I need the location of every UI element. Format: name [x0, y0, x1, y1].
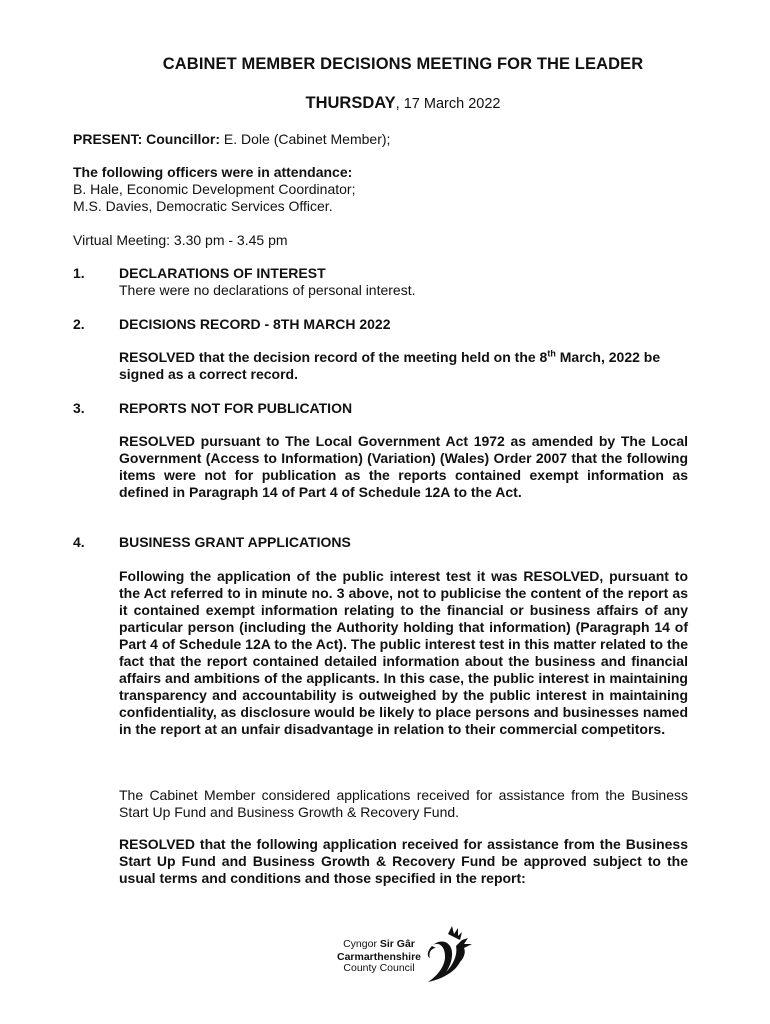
item-heading: DECISIONS RECORD - 8TH MARCH 2022: [119, 316, 391, 332]
item-paragraph: The Cabinet Member considered applications received for assistance from the Business Start Up Fund and Business Growth & Recovery Fund.: [119, 787, 688, 820]
item-heading: REPORTS NOT FOR PUBLICATION: [119, 400, 353, 416]
present-value: E. Dole (Cabinet Member);: [220, 131, 391, 147]
item-number: 2.: [73, 316, 85, 332]
present-line: [73, 131, 693, 148]
meeting-day: THURSDAY: [305, 94, 396, 112]
item-number: 1.: [73, 265, 85, 281]
logo-welsh-name: [333, 938, 425, 950]
item-paragraph: Following the application of the public interest test it was RESOLVED, pursuant to the Act referred to in minute no. 3 above, not to publicise the content of the report as it contained exempt information relating to the financial or business affairs of any particular person (including the Authority holding that information) (Paragraph 14 of Part 4 of Schedule 12A to the Act). The public interest test in this matter related to the fact that the report contained detailed information about the business and financial affairs and ambitions of the applicants. In this case, the public interest in maintaining transparency and accountability is outweighed by the public interest in maintaining confidentiality, as disclosure would be likely to place persons and businesses named in the report at an unfair disadvantage in relation to their commercial competitors.: [119, 568, 688, 737]
item-number: 4.: [73, 534, 85, 550]
item-resolution: RESOLVED pursuant to The Local Government Act 1972 as amended by The Local Government (Access to Information) (Variation) (Wales) Order 2007 that the following items were not for publication as the reports contained exempt information as defined in Paragraph 14 of Part 4 of Schedule 12A to the Act.: [119, 433, 688, 500]
logo-text-part: Cyngor: [343, 938, 380, 950]
officer-line: M.S. Davies, Democratic Services Officer.: [73, 198, 333, 214]
item-text: There were no declarations of personal interest.: [119, 282, 416, 298]
officer-line: B. Hale, Economic Development Coordinator;: [73, 181, 356, 197]
meeting-date: [0, 94, 770, 113]
logo-english-name: Carmarthenshire: [336, 951, 422, 963]
item-number: 3.: [73, 400, 85, 416]
item-heading: BUSINESS GRANT APPLICATIONS: [119, 534, 351, 550]
dragon-icon: [418, 922, 475, 984]
item-heading: DECLARATIONS OF INTEREST: [119, 265, 326, 281]
officers-block: [73, 164, 693, 215]
item-resolution: [119, 349, 688, 383]
meeting-title: CABINET MEMBER DECISIONS MEETING FOR THE LEADER: [162, 55, 644, 73]
officers-heading: The following officers were in attendance:: [73, 164, 353, 180]
resolution-text: RESOLVED that the decision record of the meeting held on the 8: [119, 349, 548, 365]
ordinal-suffix: th: [547, 348, 556, 359]
item-resolution: RESOLVED that the following application received for assistance from the Business Start Up Fund and Business Growth & Recovery Fund be approved subject to the usual terms and conditions and those specified in the report:: [119, 836, 688, 886]
resolution-text: March, 2022 be signed as a correct record.: [119, 349, 661, 382]
meeting-date-rest: , 17 March 2022: [395, 96, 501, 112]
logo-council-line: County Council: [343, 962, 415, 974]
virtual-meeting: Virtual Meeting: 3.30 pm - 3.45 pm: [73, 232, 288, 248]
present-label: PRESENT: Councillor:: [73, 131, 221, 147]
council-logo: [330, 922, 475, 987]
logo-text-part: Sir Gâr: [379, 938, 415, 950]
